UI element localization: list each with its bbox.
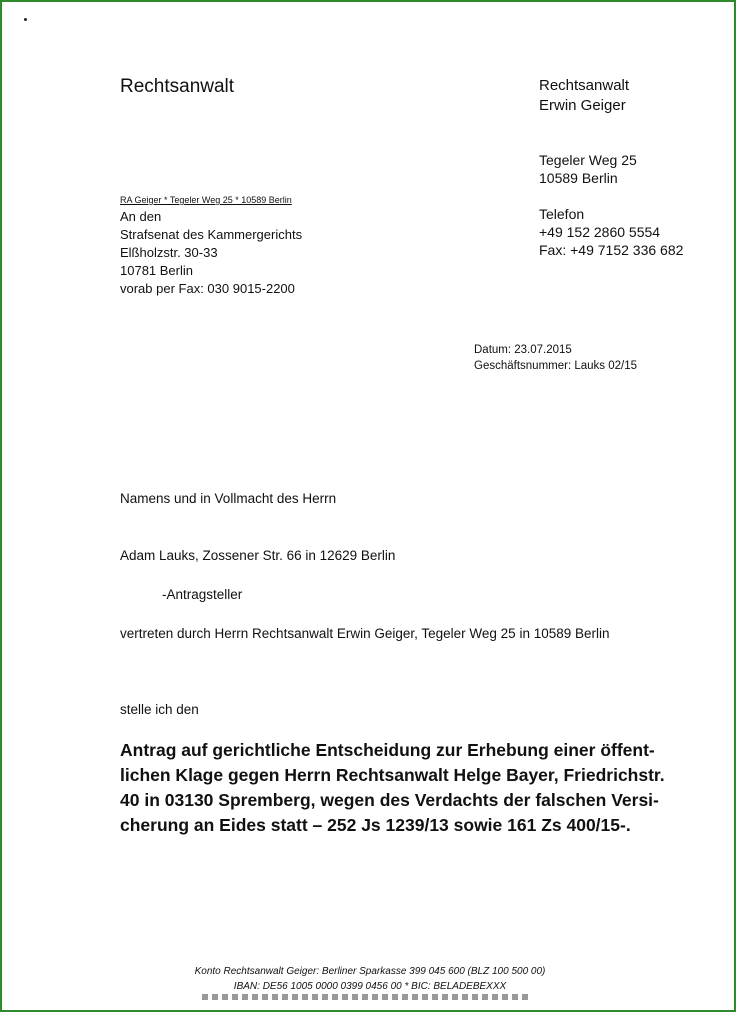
letter-meta	[474, 342, 637, 374]
footer-iban: IBAN: DE56 1005 0000 0399 0456 00 * BIC: BELADEBEXXX	[233, 981, 507, 992]
lawyer-street: Tegeler Weg 25	[539, 152, 637, 168]
lawyer-contact	[539, 205, 683, 259]
body-paragraph: vertreten durch Herrn Rechtsanwalt Erwin Geiger, Tegeler Weg 25 in 10589 Berlin	[120, 626, 610, 641]
recipient-line: Strafsenat des Kammergerichts	[120, 227, 303, 242]
motion-heading	[120, 738, 680, 838]
recipient-address	[120, 208, 302, 298]
body-paragraph: Adam Lauks, Zossener Str. 66 in 12629 Berlin	[120, 548, 396, 563]
phone-label: Telefon	[539, 206, 585, 222]
recipient-line: 10781 Berlin	[120, 263, 193, 278]
lawyer-name-block	[539, 76, 629, 116]
footer-cut-off-line	[202, 994, 532, 1000]
body-paragraph: Namens und in Vollmacht des Herrn	[120, 491, 337, 506]
letter-date: Datum: 23.07.2015	[474, 344, 572, 356]
heading-line: cherung an Eides statt – 252 Js 1239/13 sowie 161 Zs 400/15-.	[120, 815, 631, 835]
footer-bank: Konto Rechtsanwalt Geiger: Berliner Sparkasse 399 045 600 (BLZ 100 500 00)	[194, 966, 546, 977]
heading-line: Antrag auf gerichtliche Entscheidung zur Erhebung einer öffent-	[120, 740, 655, 760]
body-paragraph: -Antragsteller	[162, 587, 243, 602]
lawyer-city: 10589 Berlin	[539, 170, 618, 186]
letterhead-title: Rechtsanwalt	[120, 76, 235, 97]
fax-number: Fax: +49 7152 336 682	[539, 242, 684, 258]
heading-line: lichen Klage gegen Herrn Rechtsanwalt Helge Bayer, Friedrichstr.	[120, 765, 665, 785]
heading-line: 40 in 03130 Spremberg, wegen des Verdachts der falschen Versi-	[120, 790, 659, 810]
recipient-fax: vorab per Fax: 030 9015-2200	[120, 281, 295, 296]
lawyer-title: Rechtsanwalt	[539, 77, 630, 94]
body-paragraph: stelle ich den	[120, 702, 199, 717]
reference-number: Geschäftsnummer: Lauks 02/15	[474, 360, 637, 372]
lawyer-name: Erwin Geiger	[539, 97, 626, 114]
recipient-line: An den	[120, 209, 162, 224]
lawyer-address	[539, 151, 637, 187]
scan-speck	[24, 18, 27, 21]
recipient-line: Elßholzstr. 30-33	[120, 245, 218, 260]
phone-number: +49 152 2860 5554	[539, 224, 661, 240]
sender-return-line: RA Geiger * Tegeler Weg 25 * 10589 Berlin	[120, 195, 292, 205]
